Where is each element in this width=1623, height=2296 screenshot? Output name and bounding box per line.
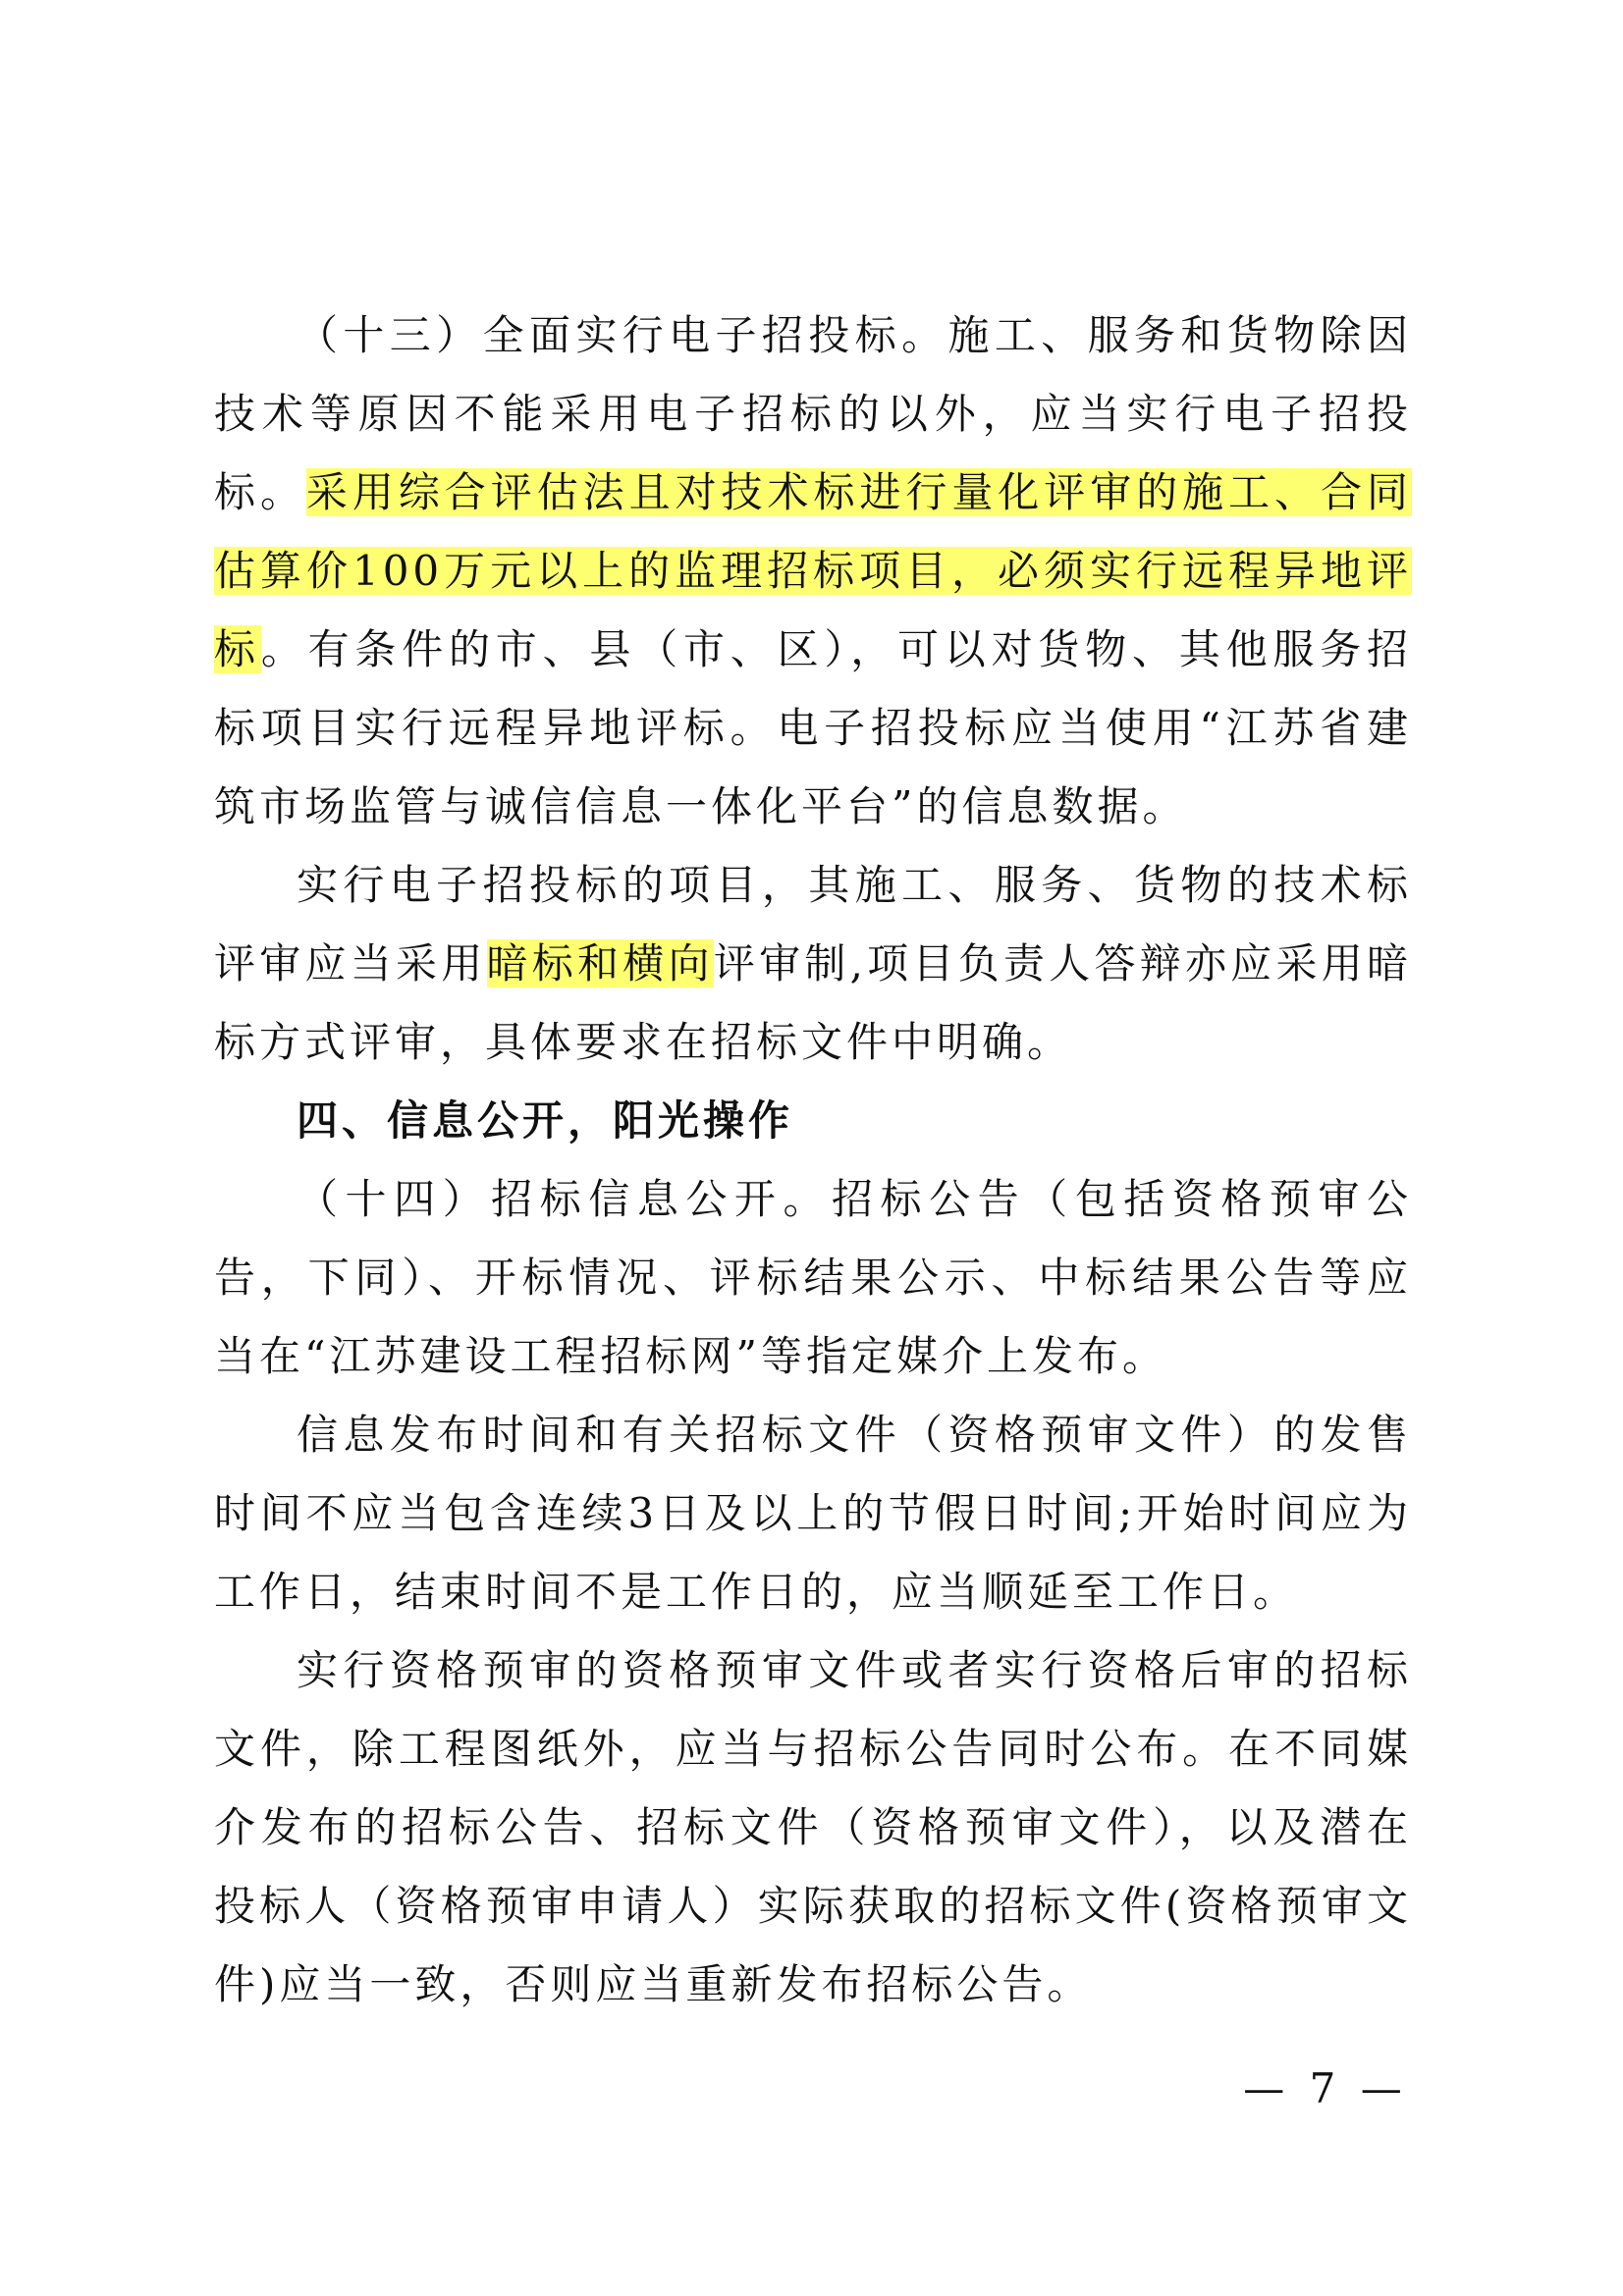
section-heading: 四、信息公开，阳光操作 — [297, 1096, 794, 1145]
page-number: — 7 — — [1243, 2064, 1408, 2112]
paragraph-14-release-time: 信息发布时间和有关招标文件（资格预审文件）的发售时间不应当包含连续3日及以上的节假日时间;开始时间应为工作日，结束时间不是工作日的，应当顺延至工作日。 — [214, 1411, 1412, 1616]
paragraph-13-text-1: （十三）全面实行电子招投标。施工、服务和货物除因技术等原因不能采用电子招标的以外，应当实行电子招投标。 — [214, 311, 1412, 516]
paragraph-13b-text-2: 评审制,项目负责人答辩亦应采用暗标方式评审，具体要求在招标文件中明确。 — [214, 939, 1412, 1066]
paragraph-13-highlight: 采用综合评估法且对技术标进行量化评审的施工、合同估算价100万元以上的监理招标项目，必须实行远程异地评标 — [214, 468, 1412, 673]
paragraph-13b-text-1: 实行电子招投标的项目，其施工、服务、货物的技术标评审应当采用 — [214, 861, 1412, 988]
document-body — [214, 296, 1412, 2024]
paragraph-14: （十四）招标信息公开。招标公告（包括资格预审公告，下同）、开标情况、评标结果公示、中标结果公告等应当在“江苏建设工程招标网”等指定媒介上发布。 — [214, 1175, 1412, 1380]
paragraph-13-electronic-review — [214, 846, 1412, 1082]
paragraph-13 — [214, 296, 1412, 846]
paragraph-13-text-2: 。有条件的市、县（市、区），可以对货物、其他服务招标项目实行远程异地评标。电子招投标应当使用“江苏省建筑市场监管与诚信信息一体化平台”的信息数据。 — [214, 625, 1412, 830]
paragraph-14-consistency: 实行资格预审的资格预审文件或者实行资格后审的招标文件，除工程图纸外，应当与招标公告同时公布。在不同媒介发布的招标公告、招标文件（资格预审文件），以及潜在投标人（资格预审申请人）实际获取的招标文件(资格预审文件)应当一致，否则应当重新发布招标公告。 — [214, 1646, 1412, 2008]
paragraph-13b-highlight: 暗标和横向 — [486, 939, 714, 988]
